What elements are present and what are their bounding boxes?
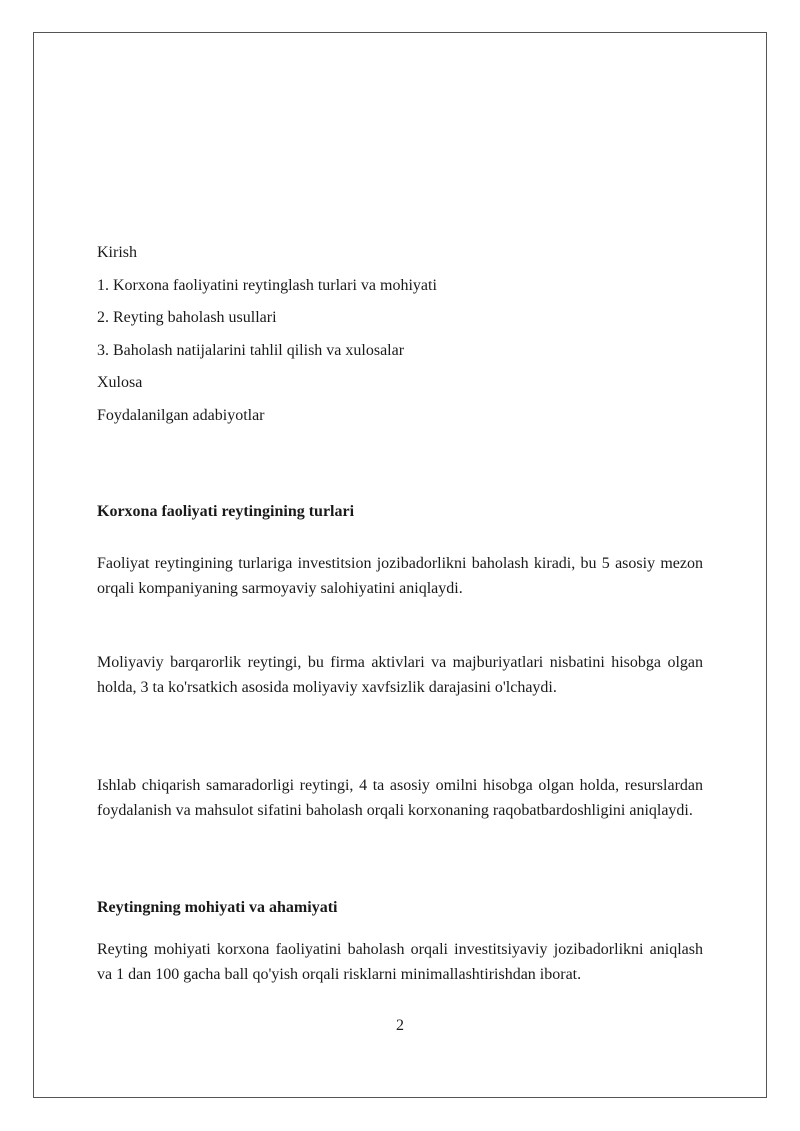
toc-item-chapter-3: 3. Baholash natijalarini tahlil qilish va xulosalar [97,341,405,359]
paragraph-rating-essence: Reyting mohiyati korxona faoliyatini baholash orqali investitsiyaviy jozibadorlikni aniqlash va 1 dan 100 gacha ball qo'yish orqali risklarni minimallashtirishdan iborat. [97,941,703,983]
paragraph-production-efficiency-rating: Ishlab chiqarish samaradorligi reytingi, 4 ta asosiy omilni hisobga olgan holda, resurslardan foydalanish va mahsulot sifatini baholash orqali korxonaning raqobatbardoshligini aniqlaydi. [97,777,703,819]
toc-item-chapter-1: 1. Korxona faoliyatini reytinglash turlari va mohiyati [97,276,437,294]
toc-item-references: Foydalanilgan adabiyotlar [97,406,265,424]
section-heading-types: Korxona faoliyati reytingining turlari [97,503,355,520]
page-number: 2 [396,1017,404,1034]
toc-item-conclusion: Xulosa [97,374,143,391]
toc-item-intro: Kirish [97,244,137,261]
paragraph-investment-rating: Faoliyat reytingining turlariga investitsion jozibadorlikni baholash kiradi, bu 5 asosiy mezon orqali kompaniyaning sarmoyaviy salohiyatini aniqlaydi. [97,555,703,597]
paragraph-financial-stability-rating: Moliyaviy barqarorlik reytingi, bu firma aktivlari va majburiyatlari nisbatini hisobga olgan holda, 3 ta ko'rsatkich asosida moliyaviy xavfsizlik darajasini o'lchaydi. [97,654,703,696]
section-heading-essence: Reytingning mohiyati va ahamiyati [97,899,338,916]
table-of-contents [97,243,703,438]
toc-item-chapter-2: 2. Reyting baholash usullari [97,309,277,326]
